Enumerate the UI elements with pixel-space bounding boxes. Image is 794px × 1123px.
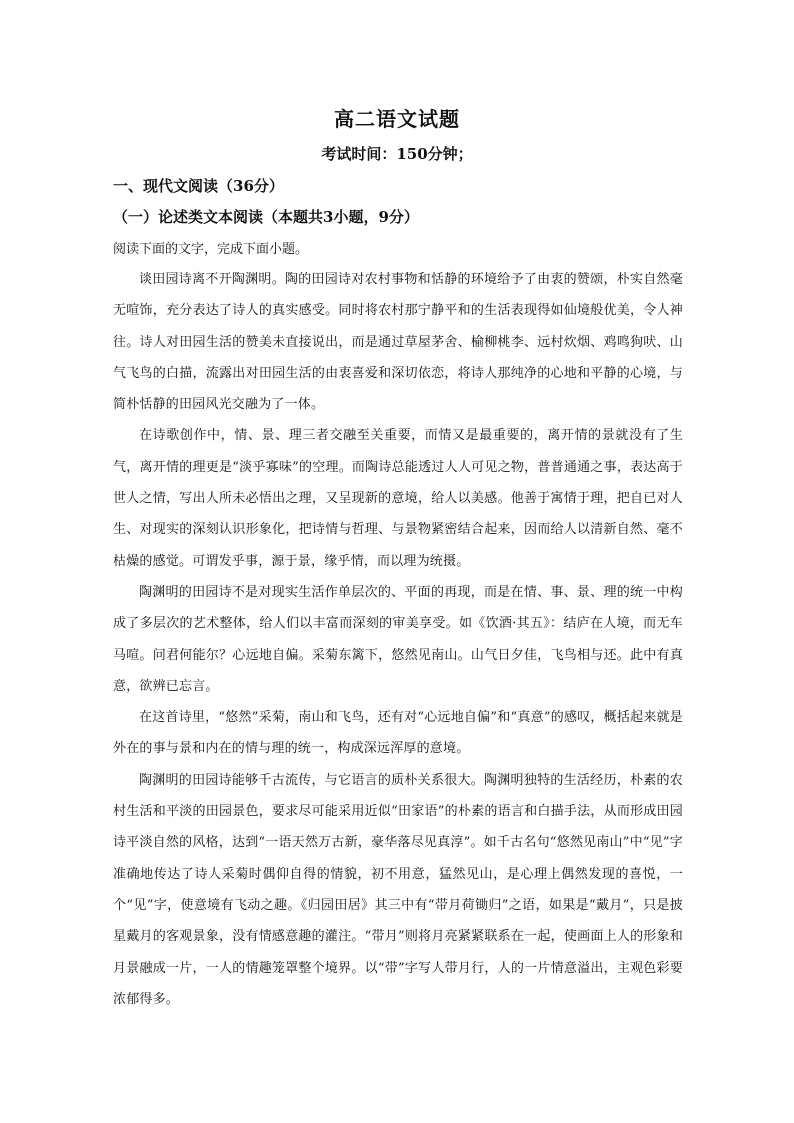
passage-paragraph-2: 在诗歌创作中，情、景、理三者交融至关重要，而情又是最重要的，离开情的景就没有了生气，离开情的理更是“淡乎寡味”的空理。而陶诗总能透过人人可见之物，普普通通之事，表达高于世人之情，写出人所未必悟出之理，又呈现新的意境，给人以美感。他善于寓情于理，把自已对人生、对现实的深刻认识形象化，把诗情与哲理、与景物紧密结合起来，因而给人以清新自然、毫不枯燥的感觉。可谓发乎事，源于景，缘乎情，而以理为统摄。 xyxy=(113,428,683,569)
passage-paragraph-3: 陶渊明的田园诗不是对现实生活作单层次的、平面的再现，而是在情、事、景、理的统一中构成了多层次的艺术整体，给人们以丰富而深刻的审美享受。如《饮酒·其五》：结庐在人境，而无车马喧。问君何能尔？心远地自偏。采菊东篱下，悠然见南山。山气日夕佳，飞鸟相与还。此中有真意，欲辨已忘言。 xyxy=(113,584,683,694)
reading-passage xyxy=(113,264,683,1015)
passage-paragraph-1: 谈田园诗离不开陶渊明。陶的田园诗对农村事物和恬静的环境给予了由衷的赞颂，朴实自然毫无喧饰，充分表达了诗人的真实感受。同时将农村那宁静平和的生活表现得如仙境般优美，令人神往。诗人对田园生活的赞美未直接说出，而是通过草屋茅舍、榆柳桃李、远村炊烟、鸡鸣狗吠、山气飞鸟的白描，流露出对田园生活的由衷喜爱和深切依恋，将诗人那纯净的心地和平静的心境，与简朴恬静的田园风光交融为了一体。 xyxy=(113,272,683,413)
reading-instruction: 阅读下面的文字，完成下面小题。 xyxy=(113,242,309,257)
section-heading: 一、现代文阅读（36分） xyxy=(113,177,284,195)
exam-time: 考试时间：150分钟； xyxy=(321,145,473,163)
page-title: 高二语文试题 xyxy=(334,107,460,131)
passage-paragraph-4: 在这首诗里，“悠然”采菊，南山和飞鸟，还有对“心远地自偏”和“真意”的感叹，概括起来就是外在的事与景和内在的情与理的统一，构成深远浑厚的意境。 xyxy=(113,710,683,757)
passage-paragraph-5: 陶渊明的田园诗能够千古流传，与它语言的质朴关系很大。陶渊明独特的生活经历，朴素的农村生活和平淡的田园景色，要求尽可能采用近似“田家语”的朴素的语言和白描手法，从而形成田园诗平淡自然的风格，达到“一语天然万古新，豪华落尽见真淳”。如千古名句“悠然见南山”中“见”字准确地传达了诗人采菊时偶仰自得的情貌，初不用意，猛然见山，是心理上偶然发现的喜悦，一个“见”字，使意境有飞动之趣。《归园田居》其三中有“带月荷锄归”之语，如果是“戴月”，只是披星戴月的客观景象，没有情感意趣的灌注。“带月”则将月亮紧紧联系在一起，使画面上人的形象和月景融成一片，一人的情趣笼罩整个境界。以“带”字写人带月行，人的一片情意溢出，主观色彩要浓郁得多。 xyxy=(113,772,683,1007)
sub-section-heading: （一）论述类文本阅读（本题共3小题，9分） xyxy=(113,208,419,226)
